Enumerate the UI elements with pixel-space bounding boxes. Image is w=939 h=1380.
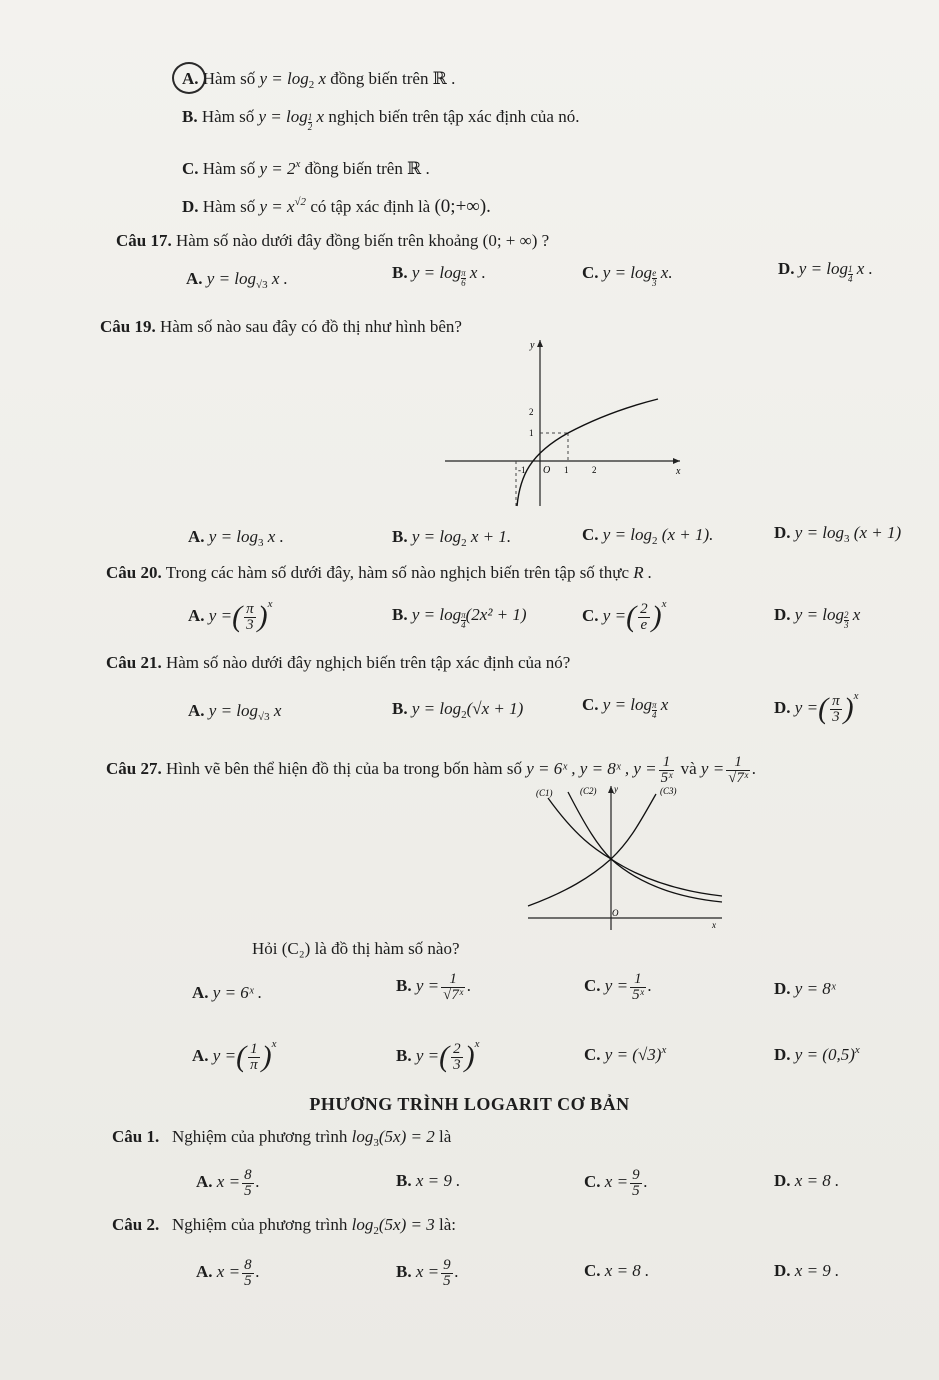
q19-option-b: B. $y = \log_2 x + 1$. [392,527,512,549]
q27-curve-c1 [548,798,722,896]
q21-option-a: A. $y = \log_{√3} x$ [188,701,282,723]
q20-option-d: D. y = log $\frac{2}{3}$ x [774,605,861,630]
prev-option-b: B. Hàm số y = log $\frac{1}{2}$ x nghịch biến trên tập xác định của nó. [182,107,580,132]
q19-option-a: A. $y = \log_3 x$ . [188,527,284,549]
question-c1: Câu 1. Nghiệm của phương trình $\log_3(5x) = 2$ là [112,1127,452,1149]
q21-option-c: C. y = log $\frac{\pi}{4}$ x [582,695,669,720]
q27-label-x: x [712,920,716,930]
c1-option-a: A. x = $\frac{8}{5}$ . [196,1166,260,1199]
q27-label-origin: O [612,908,619,918]
q27-graph [526,782,726,932]
q20-option-a: A. y =( $\frac{\pi}{3}$ )$^x$ [188,598,273,634]
q19-tick-x1: 1 [564,465,569,475]
c2-option-d: D. x = 9 . [774,1261,840,1280]
q27-curve-c3 [528,794,656,906]
q19-tick-x2: 2 [592,465,597,475]
q19-option-d: D. $y = \log_3 (x + 1)$ [774,523,902,545]
q19-label-x: x [676,466,681,477]
question-20: Câu 20. Trong các hàm số dưới đây, hàm số nào nghịch biến trên tập số thực R . [106,563,653,582]
c2-option-b: B. x = $\frac{9}{5}$ . [396,1256,459,1289]
c1-option-b: B. x = 9 . [396,1171,461,1190]
q21-option-d: D. y =( $\frac{\pi}{3}$ )$^x$ [774,690,859,726]
q27-option-c: C. y = $\frac{1}{\text{5ˣ}}$ . [584,970,653,1003]
q19-x-arrow [673,458,680,464]
q21-option-b: B. $y = \log_2(√x + 1)$ [392,699,524,721]
q17-option-b: B. y = log $\frac{\pi}{6}$ x . [392,263,486,288]
q27-curve-c2 [568,792,722,902]
question-27: Câu 27. Hình vẽ bên thể hiện đồ thị của ba trong bốn hàm số y = 6ˣ , y = 8ˣ , y = $\frac{1}{\text{5ˣ}}$ và y = $\frac{1}{\text{√7ˣ}}$ . [106,753,757,786]
q19-option-c: C. $y = \log_2 (x + 1)$. [582,525,714,547]
q19-graph [440,336,690,511]
c1-option-d: D. x = 8 . [774,1171,840,1190]
q19-label-y: y [530,340,535,351]
q27-label-c2: (C2) [580,786,597,796]
c2-option-a: A. x = $\frac{8}{5}$ . [196,1256,260,1289]
q19-tick-y2: 2 [529,407,534,417]
q27-label-y: y [614,784,618,794]
q27-label-c1: (C1) [536,788,553,798]
extra-option-d: D. $y = (0,5)^x$ [774,1044,860,1064]
q27-option-a: A. y = 6ˣ . [192,983,263,1002]
q19-tick-xm1: -1 [518,465,526,475]
extra-option-a: A. y =( $\frac{1}{\pi}$ )$^x$ [192,1038,277,1074]
q17-option-d: D. y = log $\frac{1}{4}$ x . [778,259,873,284]
q17-option-c: C. y = log $\frac{e}{3}$ x. [582,263,673,288]
q27-ask: Hỏi (C₂) là đồ thị hàm số nào? [252,939,460,958]
prev-option-d: D. Hàm số $y = x^{√2}$ có tập xác định là (0;+∞). [182,196,491,217]
extra-option-c: C. $y = (√3)^x$ [584,1044,667,1064]
q19-y-arrow [537,340,543,347]
prev-option-a: A. Hàm số $y = \log_2 x$ đồng biến trên ℝ . [182,69,456,91]
c2-option-c: C. x = 8 . [584,1261,650,1280]
c1-option-c: C. x = $\frac{9}{5}$ . [584,1166,648,1199]
q19-tick-y1: 1 [529,428,534,438]
prev-option-c: C. Hàm số $y = 2^x$ đồng biến trên ℝ . [182,158,430,178]
q20-option-c: C. y =( $\frac{2}{e}$ )$^x$ [582,598,667,634]
question-19: Câu 19. Hàm số nào sau đây có đồ thị như hình bên? [100,317,462,336]
question-17: Câu 17. Hàm số nào dưới đây đồng biến trên khoảng (0; + ∞) ? [116,231,550,250]
q17-option-a: A. $y = \log_{√3} x$ . [186,269,288,291]
section-title: PHƯƠNG TRÌNH LOGARIT CƠ BẢN [309,1094,630,1114]
q27-option-d: D. y = 8ˣ [774,979,836,998]
extra-option-b: B. y =( $\frac{2}{3}$ )$^x$ [396,1038,480,1074]
q27-label-c3: (C3) [660,786,677,796]
q19-curve [517,399,658,506]
question-21: Câu 21. Hàm số nào dưới đây nghịch biến trên tập xác định của nó? [106,653,571,672]
question-c2: Câu 2. Nghiệm của phương trình $\log_2(5x) = 3$ là: [112,1215,456,1237]
q19-label-origin: O [543,465,551,476]
q20-option-b: B. y = log $\frac{\pi}{4}$ (2x² + 1) [392,605,527,630]
q27-option-b: B. y = $\frac{1}{\text{√7ˣ}}$ . [396,970,472,1003]
